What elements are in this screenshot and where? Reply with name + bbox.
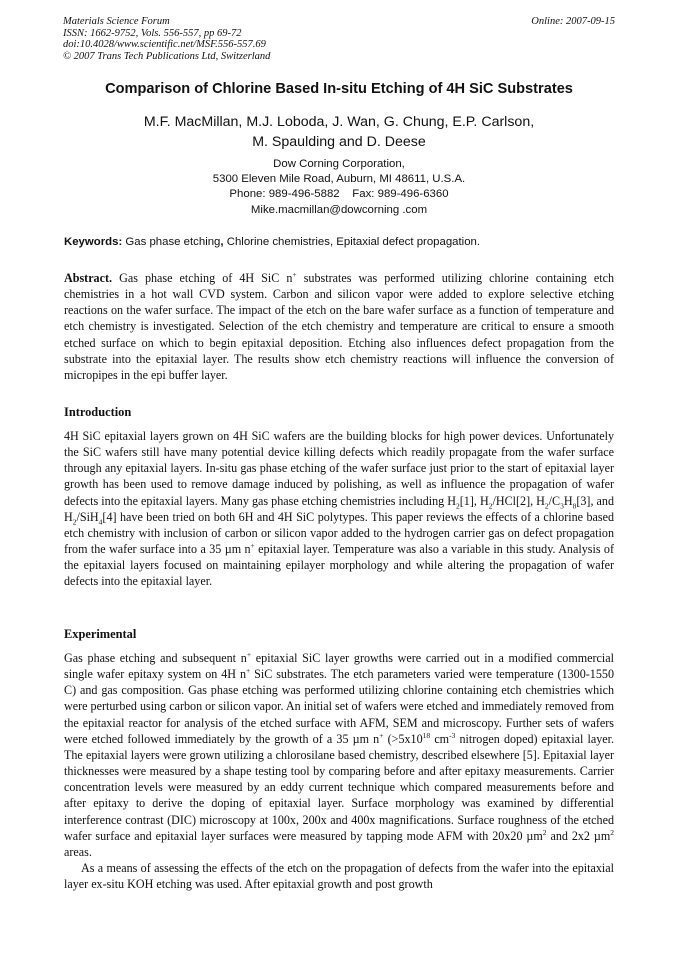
introduction-body: [64, 428, 614, 590]
exp-text: SiC substrates. The etch parameters varied were temperature (1300-1550 C) and gas composition. Gas phase etching was performed utilizing chlorine containing etch chemistries which were perturbed using carbon or silicon vapor. An initial set of wafers were etched and immediately removed from the epitaxial reactor for analysis of the etched surface with AFM, SEM and microscopy. Further sets of wafers were etched followed immediately by the growth of a 35 µm n: [64, 667, 614, 746]
introduction-heading: Introduction: [64, 405, 132, 419]
paper-title: Comparison of Chlorine Based In-situ Etching of 4H SiC Substrates: [105, 81, 573, 97]
abstract: [64, 270, 614, 383]
intro-sub: 2: [72, 517, 77, 527]
online-date: Online: 2007-09-15: [531, 16, 615, 27]
affiliation-address: 5300 Eleven Mile Road, Auburn, MI 48611, U.S.A.: [212, 173, 466, 186]
intro-sub: 3: [560, 501, 564, 511]
fax-number: Fax: 989-496-6360: [352, 188, 449, 201]
intro-sub: 2: [488, 501, 493, 511]
intro-sub: 2: [544, 501, 549, 511]
doi-line: doi:10.4028/www.scientific.net/MSF.556-557.69: [63, 39, 266, 51]
keywords: Keywords: Gas phase etching, Chlorine chemistries, Epitaxial defect propagation.: [64, 236, 481, 248]
experimental-paragraph-2: As a means of assessing the effects of the etch on the propagation of defects from the wafer into the epitaxial layer ex-situ KOH etching was used. After epitaxial growth and post growth: [64, 861, 614, 892]
intro-sub: 8: [572, 501, 577, 511]
keyword-3: Epitaxial defect propagation.: [336, 236, 481, 248]
intro-sub: 4: [98, 517, 103, 527]
exp-text: nitrogen doped) epitaxial layer. The epitaxial layers were grown utilizing a chlorosilane based chemistry, described elsewhere [5]. Epitaxial layer thicknesses were measured by a shape testing tool by comparing before and after epitaxy measurements. Carrier concentration levels were measured by an eddy current technique which compared measurements before and after epitaxy to derive the doping of epitaxial layer. Surface morphology was examined by differential interference contrast (DIC) microscopy at 100x, 200x and 400x magnifications. Surface roughness of the etched wafer surface and epitaxial layer surfaces were measured by tapping mode AFM with 20x20 µm: [64, 731, 614, 843]
intro-text: /HCl[2], H: [492, 493, 545, 508]
author-list: [40, 113, 638, 152]
exp-text: areas.: [64, 844, 92, 859]
experimental-body: [64, 650, 614, 892]
exp-sup: 2: [610, 827, 614, 837]
intro-text: [3], and H: [64, 493, 614, 524]
exp-text: Gas phase etching and subsequent n: [64, 651, 247, 665]
journal-header: [63, 16, 270, 62]
intro-text: [1], H: [459, 493, 489, 508]
copyright-line: © 2007 Trans Tech Publications Ltd, Switzerland: [63, 50, 271, 62]
exp-sup: +: [379, 730, 384, 740]
keywords-label: Keywords:: [64, 236, 123, 248]
intro-text: [4] have been tried on both 6H and 4H SiC polytypes. This paper reviews the effects of a chlorine based etch chemistry with inclusion of carbon or silicon vapor added to the hydrogen carrier gas on defect propagation from the wafer surface into a 35 µm n: [64, 509, 614, 557]
keyword-2: Chlorine chemistries: [226, 236, 330, 248]
exp-text: cm: [434, 731, 450, 746]
affiliation: [40, 157, 638, 218]
abstract-text-1: Gas phase etching of 4H SiC n: [119, 271, 293, 285]
abstract-label: Abstract.: [64, 271, 113, 285]
email-address: Mike.macmillan@dowcorning .com: [250, 203, 428, 216]
intro-sub: 2: [456, 501, 460, 511]
intro-text: H: [563, 493, 573, 508]
author-line-2: M. Spaulding and D. Deese: [252, 133, 426, 150]
intro-text: epitaxial layer. Temperature was also a variable in this study. Analysis of the epitaxial layers focused on maintaining epilayer morphology and while altering the propagation of wafer defects into the epitaxial layer.: [64, 542, 614, 589]
exp-sup: 18: [422, 730, 431, 740]
intro-text-1: 4H SiC epitaxial layers grown on 4H SiC wafers are the building blocks for high power devices. Unfortunately the SiC wafers still have many potential device killing defects which readily propagate from the wafer surface through any epitaxial layers. In-situ gas phase etching of the wafer surface just prior to the start of epitaxial layer growth has been used to remove damage induced by polishing, as well as influence the propagation of wafer defects into the epitaxial layers. Many gas phase etching chemistries including H: [64, 429, 614, 508]
phone-number: Phone: 989-496-5882: [229, 188, 340, 201]
exp-text: and 2x2 µm: [550, 828, 611, 843]
exp-text: (>5x10: [387, 731, 423, 746]
abstract-sup: +: [292, 269, 297, 279]
exp-sup: 2: [542, 827, 547, 837]
intro-text: /SiH: [76, 509, 99, 524]
journal-name: Materials Science Forum: [63, 16, 170, 27]
affiliation-contact: [40, 187, 638, 202]
intro-text: /C: [548, 493, 561, 508]
exp-text: epitaxial SiC layer growths were carried out in a modified commercial single wafer epitaxy system on 4H n: [64, 651, 615, 682]
exp-sup: -3: [449, 730, 456, 740]
exp-sup: +: [246, 649, 252, 659]
author-line-1: M.F. MacMillan, M.J. Loboda, J. Wan, G. Chung, E.P. Carlson,: [143, 114, 535, 130]
affiliation-org: Dow Corning Corporation,: [273, 158, 405, 170]
issn-line: ISSN: 1662-9752, Vols. 556-557, pp 69-72: [63, 27, 242, 39]
exp-sup: +: [246, 666, 251, 676]
abstract-text-2: substrates was performed utilizing chlorine containing etch chemistries in a hot wall CVD system. Carbon and silicon vapor were added to explore selective etching reactions on the wafer surface. The impact of the etch on the bare wafer surface as a function of temperature and etch chemistry is investigated. Selection of the etch chemistry and temperature are critical to ensure a smooth etched surface on which to begin epitaxial deposition. Etching also influences defect propagation from the substrate into the epitaxial layer. The results show etch chemistry reactions will influence the conversion of micropipes in the epi buffer layer.: [64, 271, 615, 382]
keyword-1: Gas phase etching: [125, 236, 221, 248]
experimental-heading: Experimental: [64, 627, 137, 641]
intro-sup: +: [250, 541, 255, 551]
